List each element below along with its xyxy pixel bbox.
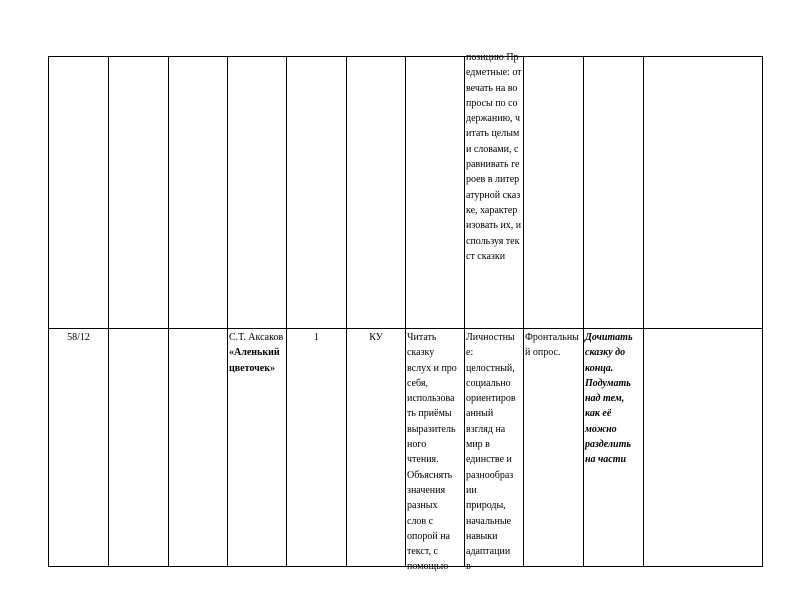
cell-results [465, 329, 524, 573]
cell-notes [644, 329, 763, 567]
table-row-continuation [49, 57, 763, 329]
cell-number [49, 57, 109, 329]
cell-hours [287, 57, 347, 329]
cell-results [465, 52, 524, 329]
cell-homework [584, 57, 644, 329]
activities-text: Читать сказку вслух и про себя, использова ть приёмы выразитель ного чтения. Объяснять значения разных слов с опорой на текст, с помощью [407, 332, 457, 573]
cell-lesson-type [347, 329, 406, 567]
cell-notes [644, 57, 763, 329]
cell-control [524, 329, 584, 567]
cell-topic [228, 329, 287, 567]
control-form: Фронтальный опрос. [525, 332, 579, 359]
cell-date-fact [169, 329, 228, 567]
cell-control [524, 57, 584, 329]
cell-activities [406, 329, 465, 573]
cell-topic [228, 57, 287, 329]
topic-title: «Аленький цветочек» [229, 347, 280, 374]
lesson-number: 58/12 [67, 332, 90, 343]
cell-date-plan [109, 329, 169, 567]
table-row-lesson [49, 329, 763, 567]
lesson-type: КУ [369, 332, 383, 343]
cell-activities [406, 57, 465, 329]
cell-homework [584, 329, 644, 567]
lesson-plan-table [48, 52, 763, 573]
cell-date-plan [109, 57, 169, 329]
cell-lesson-type [347, 57, 406, 329]
homework-text: Дочитать сказку до конца. Подумать над тем, как её можно разделить на части [585, 332, 633, 466]
results-text: Личностны е: целостный, социально ориентиров анный взгляд на мир в единстве и разнообраз ии природы, начальные навыки адаптации в [466, 332, 516, 573]
lesson-hours: 1 [314, 332, 319, 343]
topic-author: С.Т. Аксаков [229, 332, 284, 343]
cell-number [49, 329, 109, 567]
results-continuation-text: позицию Предметные: отвечать на вопросы по содержанию, читать целыми словами, сравнивать героев в литературной сказке, характеризовать их, используя текст сказки [466, 52, 522, 262]
cell-date-fact [169, 57, 228, 329]
cell-hours [287, 329, 347, 567]
